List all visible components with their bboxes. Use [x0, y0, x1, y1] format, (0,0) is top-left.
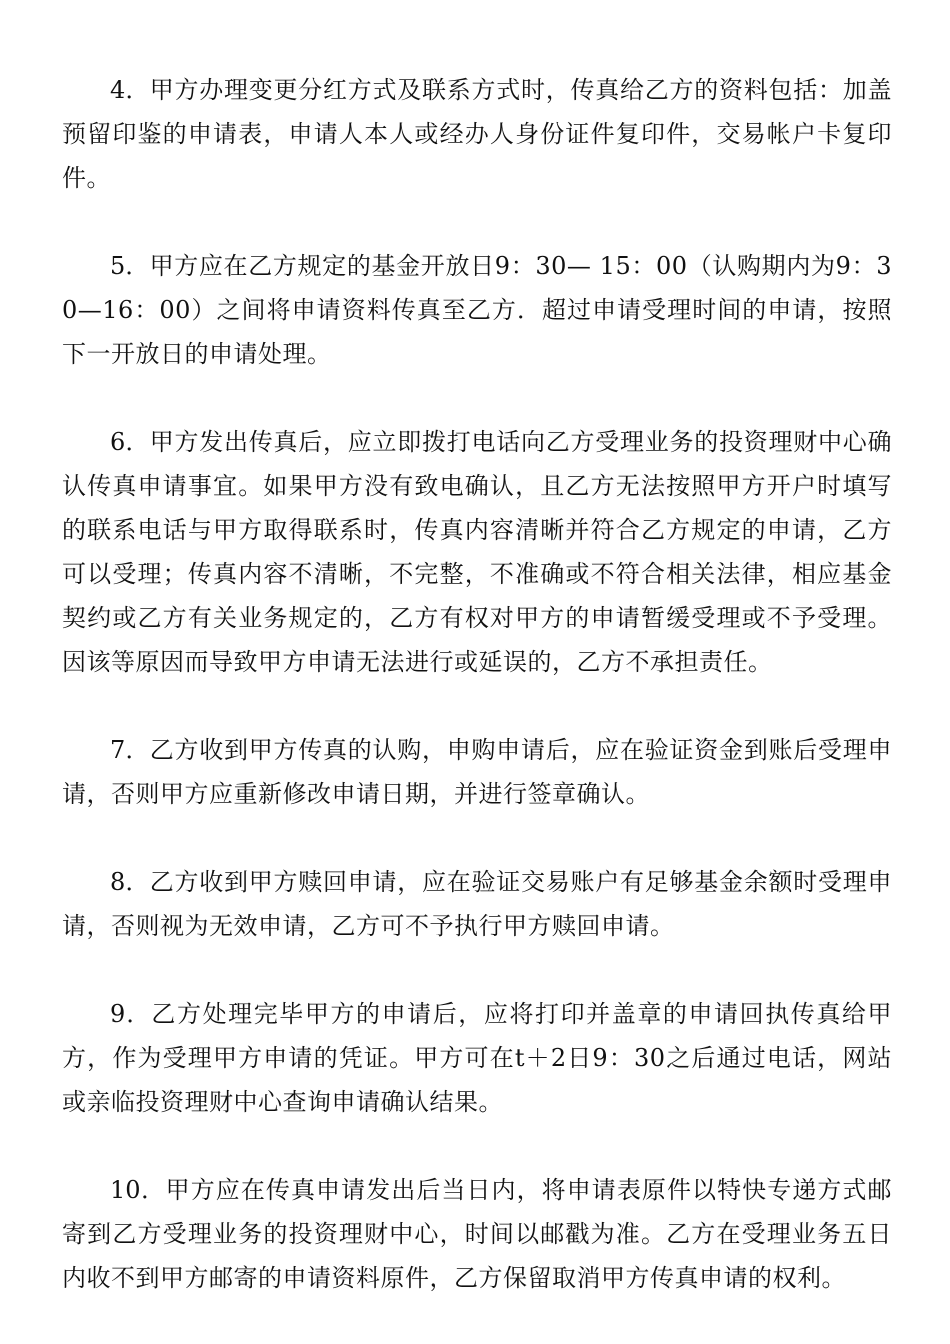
clause-text: 乙方收到甲方传真的认购，申购申请后，应在验证资金到账后受理申请，否则甲方应重新修改申请日期，并进行签章确认。: [62, 736, 892, 808]
clause-7: [62, 728, 892, 816]
clause-number: 5．: [110, 252, 150, 280]
clause-5: [62, 244, 892, 376]
clause-text: 乙方收到甲方赎回申请，应在验证交易账户有足够基金余额时受理申请，否则视为无效申请，乙方可不予执行甲方赎回申请。: [62, 868, 892, 940]
clause-8: [62, 860, 892, 948]
clause-text: 甲方应在传真申请发出后当日内，将申请表原件以特快专递方式邮寄到乙方受理业务的投资理财中心，时间以邮戳为准。乙方在受理业务五日内收不到甲方邮寄的申请资料原件，乙方保留取消甲方传真申请的权利。: [62, 1176, 892, 1292]
clause-10: [62, 1168, 892, 1300]
clause-number: 6．: [110, 428, 150, 456]
clause-text: 甲方发出传真后，应立即拨打电话向乙方受理业务的投资理财中心确认传真申请事宜。如果甲方没有致电确认，且乙方无法按照甲方开户时填写的联系电话与甲方取得联系时，传真内容清晰并符合乙方规定的申请，乙方可以受理；传真内容不清晰，不完整，不准确或不符合相关法律，相应基金契约或乙方有关业务规定的，乙方有权对甲方的申请暂缓受理或不予受理。因该等原因而导致甲方申请无法进行或延误的，乙方不承担责任。: [62, 428, 892, 676]
clause-number: 8．: [110, 868, 150, 896]
clause-6: [62, 420, 892, 684]
clause-4: [62, 68, 892, 200]
clause-number: 9．: [110, 1000, 152, 1028]
clause-number: 10．: [110, 1176, 166, 1204]
clause-text: 甲方办理变更分红方式及联系方式时，传真给乙方的资料包括：加盖预留印鉴的申请表，申请人本人或经办人身份证件复印件，交易帐户卡复印件。: [62, 76, 892, 192]
document-body: [62, 68, 892, 1300]
clause-number: 4．: [110, 76, 150, 104]
clause-text: 甲方应在乙方规定的基金开放日9：30— 15：00（认购期内为9：30—16：00）之间将申请资料传真至乙方．超过申请受理时间的申请，按照下一开放日的申请处理。: [62, 252, 892, 368]
clause-9: [62, 992, 892, 1124]
clause-text: 乙方处理完毕甲方的申请后，应将打印并盖章的申请回执传真给甲方，作为受理甲方申请的凭证。甲方可在t＋2日9：30之后通过电话，网站或亲临投资理财中心查询申请确认结果。: [62, 1000, 892, 1116]
clause-number: 7．: [110, 736, 150, 764]
